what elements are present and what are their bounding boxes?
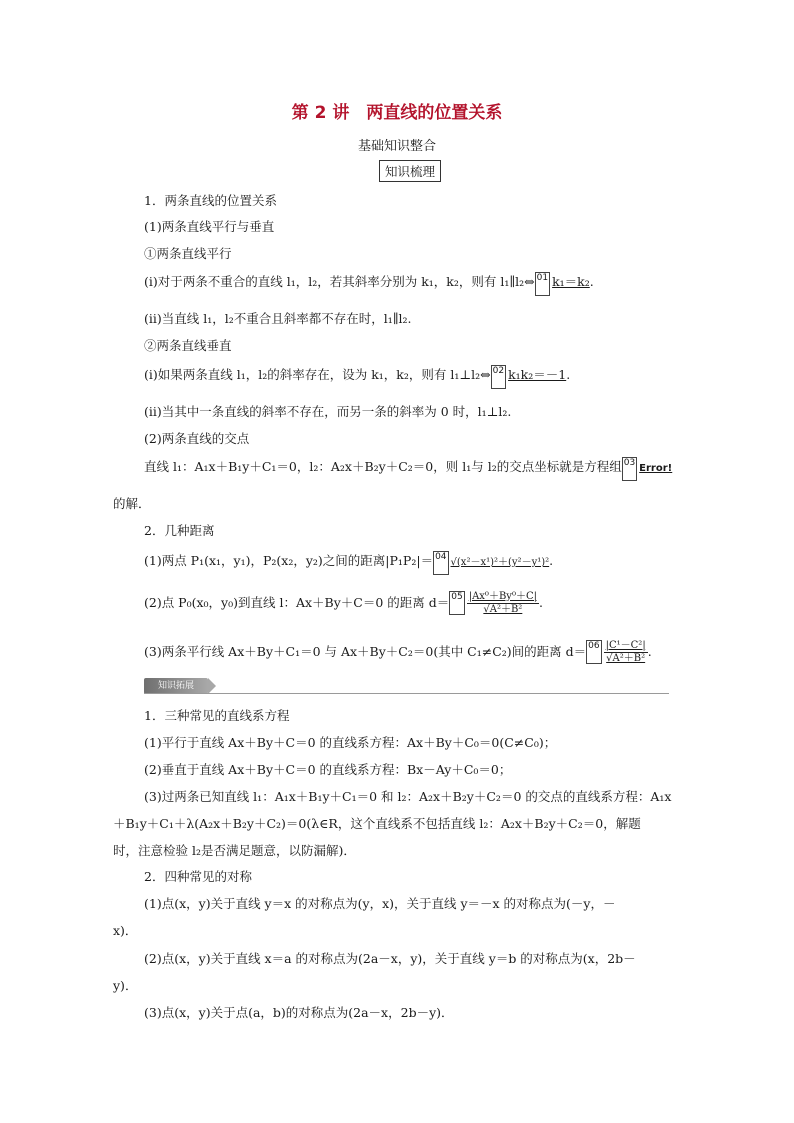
answer-05-fraction (467, 591, 539, 616)
answer-03: Error! (639, 463, 673, 474)
heading-line-systems: 1．三种常见的直线系方程 (144, 708, 290, 723)
subheading-intersection: (2)两条直线的交点 (144, 431, 250, 446)
perpendicular-system-line: (2)垂直于直线 Ax＋By＋C＝0 的直线系方程：Bx－Ay＋C₀＝0； (144, 762, 512, 777)
answer-06-fraction (604, 640, 648, 665)
blank-tag-04: 04 (433, 551, 448, 575)
point-line-distance-line (144, 591, 543, 616)
blank-tag-05: 05 (449, 591, 464, 615)
period: . (549, 553, 554, 568)
extension-divider (144, 693, 669, 694)
symmetry-rule-2: (2)点(x，y)关于直线 x＝a 的对称点为(2a－x，y)，关于直线 y＝b 的对称点为(x，2b－ (144, 951, 636, 966)
heading-position-relation: 1．两条直线的位置关系 (144, 193, 277, 208)
period: . (538, 595, 543, 610)
perpendicular-special-line: (ⅱ)当其中一条直线的斜率不存在，而另一条的斜率为 0 时，l₁⊥l₂. (144, 404, 512, 419)
blank-tag-02: 02 (491, 365, 506, 389)
answer-05-denominator: √A²＋B² (483, 604, 523, 615)
answer-04: √(x²－x¹)²＋(y²－y¹)² (450, 557, 550, 568)
answer-06-denominator: √A²＋B² (606, 653, 646, 664)
symmetry-rule-3: (3)点(x，y)关于点(a，b)的对称点为(2a－x，2b－y)． (144, 1005, 454, 1020)
blank-tag-06: 06 (586, 640, 601, 664)
symmetry-rule-1-tail: x)． (113, 923, 138, 938)
two-point-distance-text: (1)两点 P₁(x₁，y₁)，P₂(x₂，y₂)之间的距离|P₁P₂|＝ (144, 553, 434, 568)
subheading-parallel: ①两条直线平行 (144, 246, 232, 261)
period: . (647, 644, 652, 659)
blank-tag-01: 01 (535, 272, 550, 296)
answer-06-numerator: |C¹－C²| (605, 640, 646, 651)
answer-01: k₁＝k₂ (552, 274, 590, 289)
parallel-system-line: (1)平行于直线 Ax＋By＋C＝0 的直线系方程：Ax＋By＋C₀＝0(C≠C₀)； (144, 735, 557, 750)
answer-02: k₁k₂＝－1 (508, 367, 567, 382)
point-line-distance-text: (2)点 P₀(x₀，y₀)到直线 l：Ax＋By＋C＝0 的距离 d＝ (144, 595, 450, 610)
parallel-lines-distance-text: (3)两条平行线 Ax＋By＋C₁＝0 与 Ax＋By＋C₂＝0(其中 C₁≠C₂)间的距离 d＝ (144, 644, 587, 659)
parallel-no-slope-line: (ⅱ)当直线 l₁，l₂不重合且斜率都不存在时，l₁∥l₂. (144, 311, 412, 326)
two-point-distance-line (144, 551, 553, 575)
heading-symmetry: 2．四种常见的对称 (144, 869, 252, 884)
answer-05-numerator: |Ax⁰＋By⁰＋C| (468, 591, 537, 602)
blank-tag-03: 03 (622, 457, 637, 481)
subheading-parallel-perpendicular: (1)两条直线平行与垂直 (144, 219, 275, 234)
period: . (566, 367, 571, 382)
symmetry-rule-1: (1)点(x，y)关于直线 y＝x 的对称点为(y，x)，关于直线 y＝－x 的对称点为(－y，－ (144, 896, 616, 911)
section-box-label: 知识梳理 (379, 160, 441, 182)
subheading-perpendicular: ②两条直线垂直 (144, 338, 232, 353)
parallel-rule-text: (ⅰ)对于两条不重合的直线 l₁，l₂，若其斜率分别为 k₁，k₂，则有 l₁∥l₂⇔ (144, 274, 535, 289)
intersection-system-line-2: ＋B₁y＋C₁＋λ(A₂x＋B₂y＋C₂)＝0(λ∈R，这个直线系不包括直线 l₂：A₂x＋B₂y＋C₂＝0，解题 (113, 816, 641, 831)
section-subtitle: 基础知识整合 (357, 139, 436, 154)
perpendicular-rule-text: (ⅰ)如果两条直线 l₁，l₂的斜率存在，设为 k₁，k₂，则有 l₁⊥l₂⇔ (144, 367, 491, 382)
knowledge-extension-badge: 知识拓展 (144, 678, 208, 694)
intersection-text: 直线 l₁：A₁x＋B₁y＋C₁＝0，l₂：A₂x＋B₂y＋C₂＝0，则 l₁与 l₂的交点坐标就是方程组 (144, 459, 622, 474)
intersection-system-line-1: (3)过两条已知直线 l₁：A₁x＋B₁y＋C₁＝0 和 l₂：A₂x＋B₂y＋C₂＝0 的交点的直线系方程：A₁x (144, 789, 672, 804)
parallel-rule-line (144, 272, 594, 296)
perpendicular-rule-line (144, 365, 570, 389)
intersection-system-line-3: 时，注意检验 l₂是否满足题意，以防漏解)． (113, 843, 356, 858)
parallel-lines-distance-line (144, 640, 652, 665)
intersection-line (144, 457, 672, 481)
symmetry-rule-2-tail: y)． (113, 978, 138, 993)
heading-distances: 2．几种距离 (144, 523, 215, 538)
page-title: 第 2 讲 两直线的位置关系 (291, 103, 503, 123)
period: . (589, 274, 594, 289)
intersection-tail: 的解． (113, 496, 151, 511)
